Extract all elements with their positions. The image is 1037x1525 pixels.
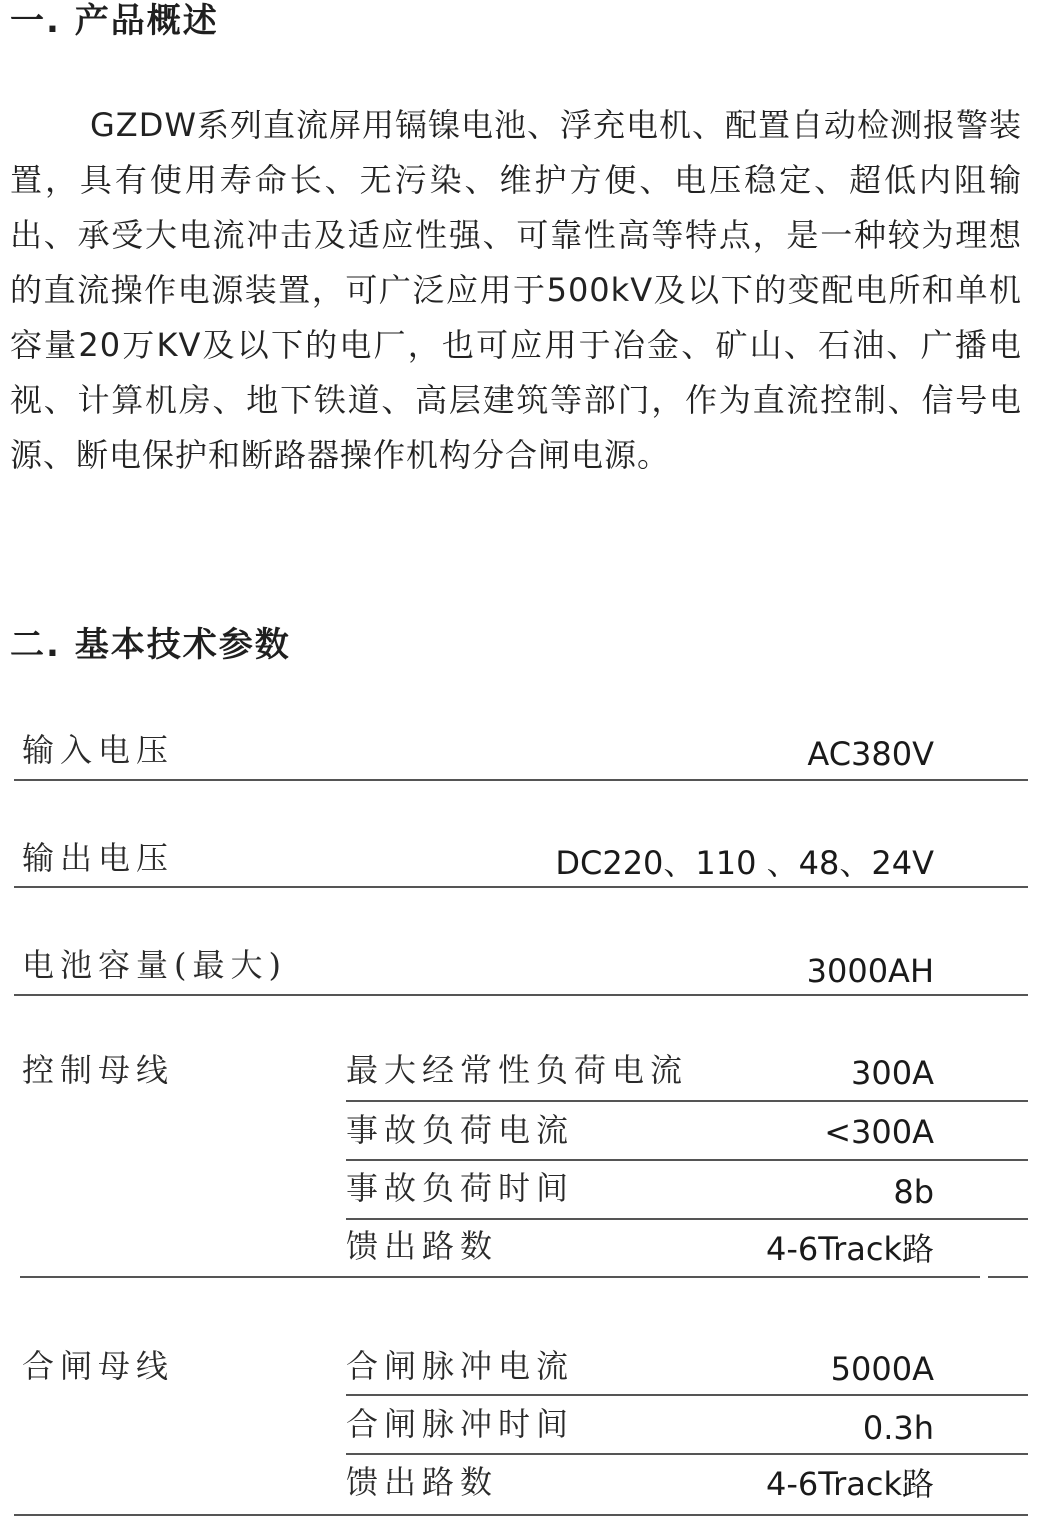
- group-label-control-bus: 控制母线: [22, 1051, 175, 1089]
- sub-label-closing-feeder-count: 馈出路数: [346, 1463, 499, 1501]
- sub-label-closing-pulse-time: 合闸脉冲时间: [346, 1405, 575, 1443]
- sub-value-feeder-count: 4-6Track路: [765, 1230, 934, 1268]
- sub-label-fault-load-current: 事故负荷电流: [346, 1111, 575, 1149]
- divider: [14, 779, 1028, 781]
- divider: [20, 1276, 980, 1278]
- spec-value-output-voltage: DC220、110 、48、24V: [555, 844, 934, 882]
- sub-value-fault-load-time: 8b: [893, 1173, 934, 1211]
- spec-label-battery-capacity: 电池容量(最大): [22, 946, 287, 984]
- spec-label-input-voltage: 输入电压: [22, 731, 175, 769]
- sub-value-fault-load-current: <300A: [824, 1113, 934, 1151]
- spec-value-battery-capacity: 3000AH: [806, 952, 934, 990]
- sub-divider: [346, 1453, 1028, 1455]
- group-label-closing-bus: 合闸母线: [22, 1347, 175, 1385]
- sub-label-fault-load-time: 事故负荷时间: [346, 1169, 575, 1207]
- sub-value-max-load-current: 300A: [851, 1054, 934, 1092]
- section-heading-specs: 二. 基本技术参数: [10, 625, 291, 665]
- sub-value-closing-feeder-count: 4-6Track路: [765, 1465, 934, 1503]
- divider: [988, 1276, 1028, 1278]
- sub-label-feeder-count: 馈出路数: [346, 1227, 499, 1265]
- spec-label-output-voltage: 输出电压: [22, 839, 175, 877]
- sub-divider: [346, 1394, 1028, 1396]
- divider: [14, 1514, 1028, 1516]
- section-heading-overview: 一. 产品概述: [10, 1, 219, 41]
- sub-value-closing-pulse-time: 0.3h: [862, 1409, 934, 1447]
- spec-value-input-voltage: AC380V: [807, 735, 934, 773]
- sub-divider: [346, 1159, 1028, 1161]
- sub-label-max-load-current: 最大经常性负荷电流: [346, 1051, 689, 1089]
- divider: [14, 994, 1028, 996]
- sub-value-closing-pulse-current: 5000A: [830, 1350, 934, 1388]
- sub-divider: [346, 1100, 1028, 1102]
- sub-label-closing-pulse-current: 合闸脉冲电流: [346, 1347, 575, 1385]
- divider: [14, 886, 1028, 888]
- overview-paragraph: GZDW系列直流屏用镉镍电池、浮充电机、配置自动检测报警装置，具有使用寿命长、无污染、维护方便、电压稳定、超低内阻输出、承受大电流冲击及适应性强、可靠性高等特点，是一种较为理想的直流操作电源装置，可广泛应用于500kV及以下的变配电所和单机容量20万KV及以下的电厂，也可应用于冶金、矿山、石油、广播电视、计算机房、地下铁道、高层建筑等部门，作为直流控制、信号电源、断电保护和断路器操作机构分合闸电源。: [10, 106, 1023, 474]
- sub-divider: [346, 1218, 1028, 1220]
